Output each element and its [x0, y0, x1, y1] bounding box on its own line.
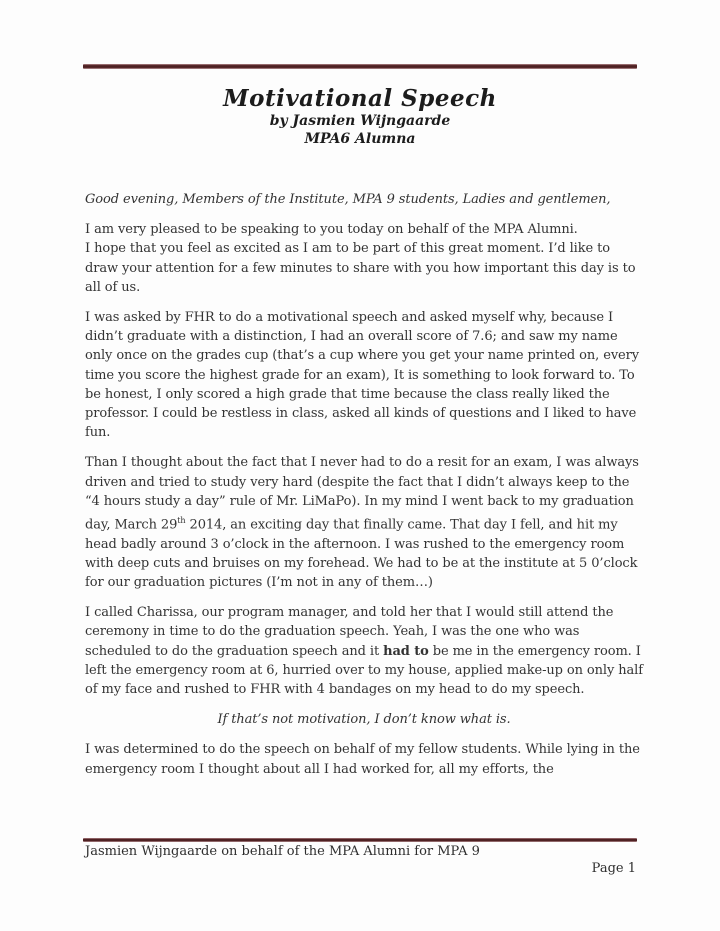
text-segment: th [177, 516, 186, 526]
text-segment: I was asked by FHR to do a motivational speech and asked myself why, because I didn’t graduate with a distinction, I had an overall score of 7.6; and saw my name only once on the grades cup (that’s a cup where you get your name printed on, every time you score the highest grade for an exam), It is something to look forward to. To be honest, I only scored a high grade that time because the class really liked the professor. I could be restless in class, asked all kinds of questions and I liked to have fun. [85, 310, 640, 441]
top-divider [83, 64, 637, 69]
text-segment: If that’s not motivation, I don’t know what is. [217, 712, 511, 728]
page-number: Page 1 [591, 861, 636, 876]
document-header [0, 86, 720, 148]
paragraph [85, 190, 643, 209]
paragraph [85, 308, 643, 442]
footer-text: Jasmien Wijngaarde on behalf of the MPA Alumni for MPA 9 [85, 844, 480, 859]
document-body [85, 190, 643, 790]
text-segment: be me in the emergency room. I left the emergency room at 6, hurried over to my house, applied make-up on only half of my face and rushed to FHR with 4 bandages on my head to do my speech. [85, 643, 643, 697]
text-segment: had to [383, 643, 429, 659]
paragraph [85, 220, 643, 297]
paragraph [85, 603, 643, 699]
text-segment: 2014, an exciting day that finally came. That day I fell, and hit my head badly around 3 o’clock in the afternoon. I was rushed to the emergency room with deep cuts and bruises on my forehead. We had to be at the institute at 5 0’clock for our graduation pictures (I’m not in any of them…) [85, 517, 638, 590]
paragraph [85, 710, 643, 729]
author-subtitle: MPA6 Alumna [304, 131, 416, 147]
text-segment: Than I thought about the fact that I never had to do a resit for an exam, I was always driven and tried to study very hard (despite the fact that I didn’t always keep to the “4 hours study a day” rule of Mr. LiMaPo). In my mind I went back to my graduation day, March 29 [85, 455, 639, 533]
author-byline: by Jasmien Wijngaarde [269, 113, 451, 129]
text-segment: I was determined to do the speech on behalf of my fellow students. While lying in the emergency room I thought about all I had worked for, all my efforts, the [85, 742, 640, 777]
page-title: Motivational Speech [223, 85, 497, 112]
footer-divider [83, 838, 637, 842]
paragraph [85, 453, 643, 592]
text-segment: I hope that you feel as excited as I am to be part of this great moment. I’d like to draw your attention for a few minutes to share with you how important this day is to all of us. [85, 241, 636, 295]
text-segment: Good evening, Members of the Institute, MPA 9 students, Ladies and gentlemen, [85, 192, 611, 207]
paragraph [85, 740, 643, 778]
text-segment: I am very pleased to be speaking to you today on behalf of the MPA Alumni. [85, 222, 578, 238]
text-segment: I called Charissa, our program manager, and told her that I would still attend the ceremony in time to do the graduation speech. Yeah, I was the one who was scheduled to do the graduation speech and it [85, 605, 614, 659]
